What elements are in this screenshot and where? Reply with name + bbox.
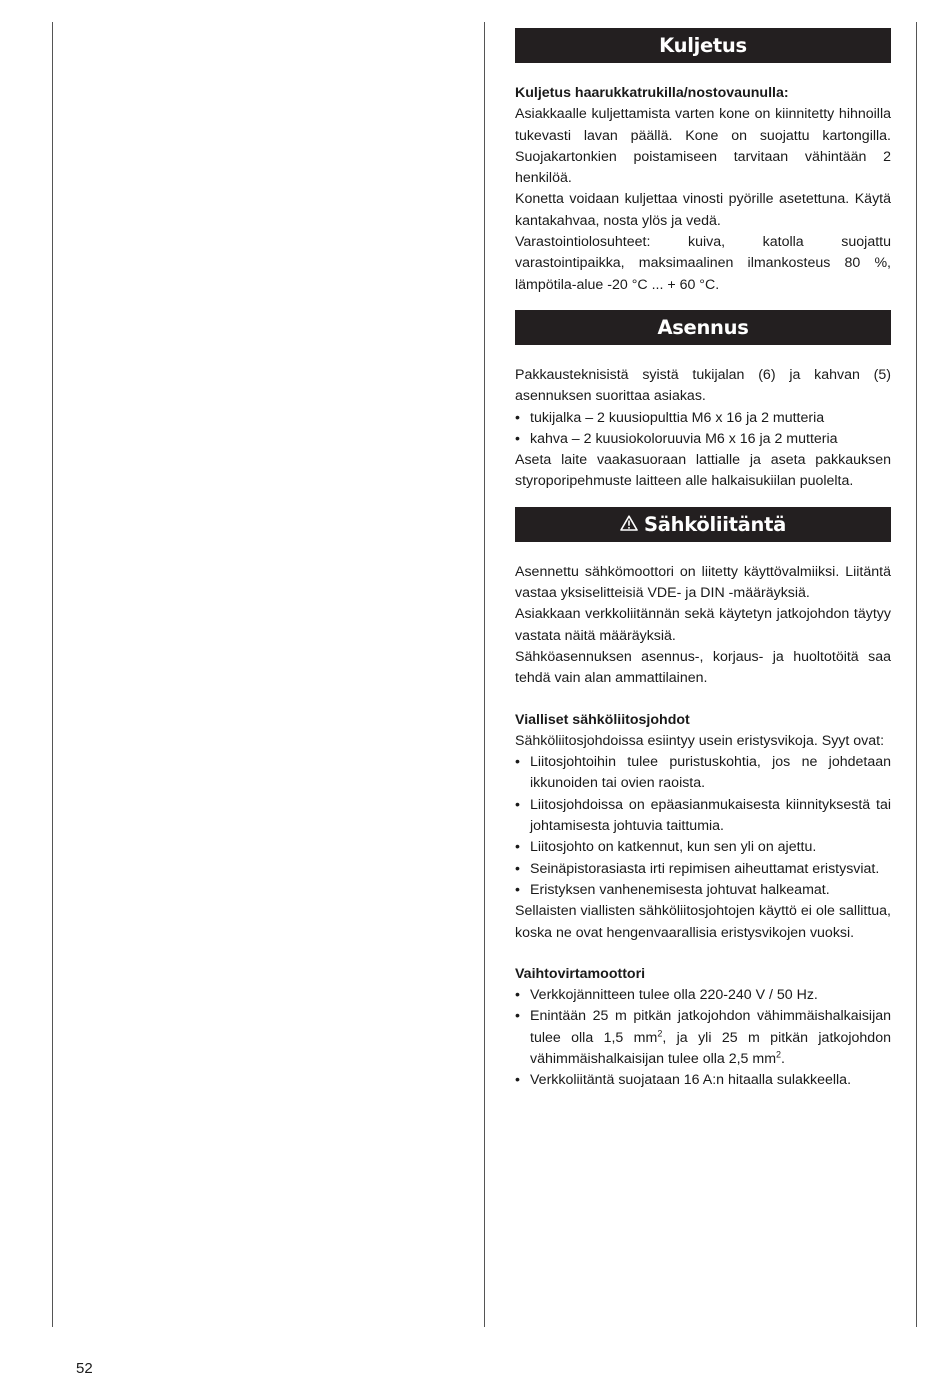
paragraph: Asiakkaalle kuljettamista varten kone on kiinnitetty hihnoilla tukevasti lavan päällä. Kone on suojattu kartongilla. Suojakartonkien poistamiseen tarvitaan vähintään 2 henkilöä. xyxy=(515,106,891,187)
superscript: 2 xyxy=(657,1027,663,1038)
list-item: • Verkkojännitteen tulee olla 220-240 V / 50 Hz. xyxy=(515,985,891,1006)
list-item: • Verkkoliitäntä suojataan 16 A:n hitaalla sulakkeella. xyxy=(515,1070,891,1091)
subsection-title: Vaihtovirtamoottori xyxy=(515,965,646,982)
section-header-sahkoliitanta xyxy=(515,507,891,542)
list-item: • kahva – 2 kuusiokoloruuvia M6 x 16 ja 2 mutteria xyxy=(515,429,891,450)
list-item-text: , ja yli 25 m pitkän jatkojohdon vähimmäishalkaisijan tulee olla 2,5 mm xyxy=(530,1029,891,1067)
bullet-list xyxy=(515,985,891,1091)
paragraph: Asennettu sähkömoottori on liitetty käyttövalmiiksi. Liitäntä vastaa yksiselitteisiä VDE- ja DIN -määräyksiä. xyxy=(515,563,891,602)
paragraph: Varastointiolosuhteet: kuiva, katolla suojattu varastointipaikka, maksimaalinen ilmankosteus 80 %, lämpötila-alue -20 °C ... + 60 °C. xyxy=(515,234,891,293)
section-title: Sähköliitäntä xyxy=(644,512,786,536)
paragraph: Asiakkaan verkkoliitännän sekä käytetyn jatkojohdon täytyy vastata näitä määräyksiä. xyxy=(515,606,891,644)
list-item: • Eristyksen vanhenemisesta johtuvat halkeamat. xyxy=(515,880,891,901)
list-item: • Liitosjohto on katkennut, kun sen yli on ajettu. xyxy=(515,837,891,858)
column-rule-right xyxy=(916,22,917,1327)
bullet-list xyxy=(515,752,891,901)
paragraph: Pakkausteknisistä syistä tukijalan (6) ja kahvan (5) asennuksen suorittaa asiakas. xyxy=(515,366,891,405)
section-header-kuljetus xyxy=(515,28,891,63)
column-rule-left xyxy=(52,22,53,1327)
paragraph: Sähköliitosjohdoissa esiintyy usein eristysvikoja. Syyt ovat: xyxy=(515,732,885,749)
paragraph: Sellaisten viallisten sähköliitosjohtojen käyttö ei ole sallittua, koska ne ovat hengenvaarallisia eristysvikojen vuoksi. xyxy=(515,903,891,941)
subsection-title: Vialliset sähköliitosjohdot xyxy=(515,711,690,728)
superscript: 2 xyxy=(776,1049,782,1060)
column-rule-middle xyxy=(484,22,485,1327)
section-header-asennus xyxy=(515,310,891,345)
page-number: 52 xyxy=(76,1360,93,1377)
list-item: • Liitosjohdoissa on epäasianmukaisesta kiinnityksestä tai johtamisesta johtuvia taittumia. xyxy=(515,795,891,838)
section-title: Asennus xyxy=(657,315,749,339)
right-column xyxy=(515,28,891,1092)
subsection-title: Kuljetus haarukkatrukilla/nostovaunulla: xyxy=(515,85,789,101)
list-item: • Seinäpistorasiasta irti repimisen aiheuttamat eristysviat. xyxy=(515,859,891,880)
bullet-list xyxy=(515,408,891,451)
list-item-text: . xyxy=(781,1050,785,1067)
list-item: • Liitosjohtoihin tulee puristuskohtia, jos ne johdetaan ikkunoiden tai ovien raoista. xyxy=(515,752,891,795)
warning-triangle-icon xyxy=(620,515,638,531)
section-title: Kuljetus xyxy=(659,34,747,57)
list-item: • tukijalka – 2 kuusiopulttia M6 x 16 ja 2 mutteria xyxy=(515,408,891,429)
paragraph: Konetta voidaan kuljettaa vinosti pyörille asetettuna. Käytä kantakahvaa, nosta ylös ja vedä. xyxy=(515,191,891,229)
list-item-text: Enintään 25 m pitkän jatkojohdon vähimmäishalkaisijan tulee olla 1,5 mm xyxy=(530,1008,891,1046)
paragraph: Sähköasennuksen asennus-, korjaus- ja huoltotöitä saa tehdä vain alan ammattilainen. xyxy=(515,648,891,687)
paragraph: Aseta laite vaakasuoraan lattialle ja aseta pakkauksen styroporipehmuste laitteen alle halkaisukiilan puolelta. xyxy=(515,452,891,490)
list-item xyxy=(515,1006,891,1070)
